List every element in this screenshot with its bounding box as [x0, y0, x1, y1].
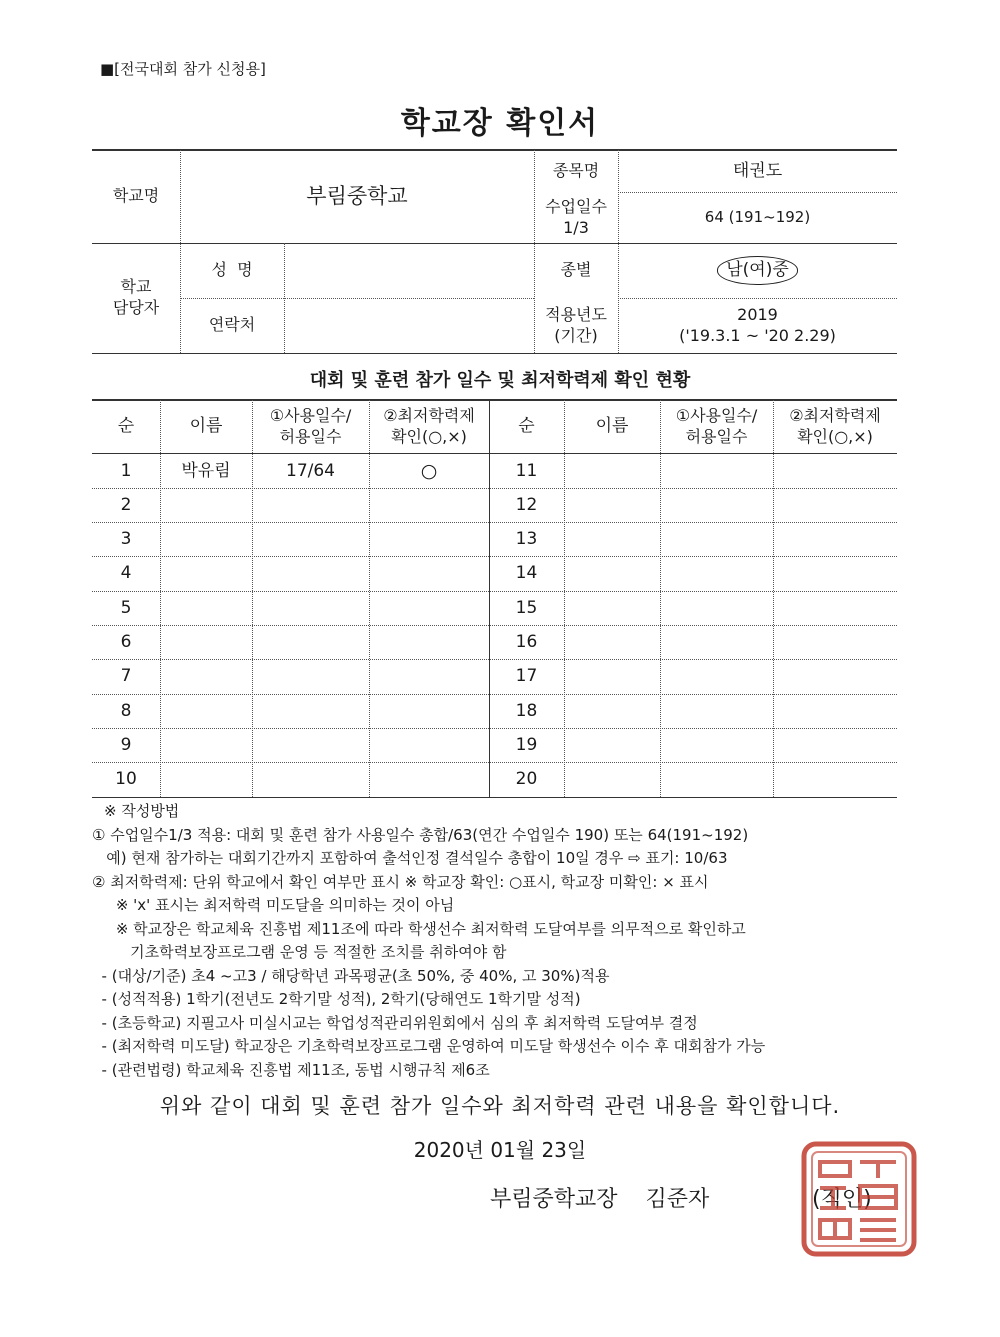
header-days-line1: ①사용일수/: [269, 405, 352, 425]
contact-label-line2: 담당자: [112, 298, 160, 317]
note-line: ※ 'x' 표시는 최저학력 미도달을 의미하는 것이 아님: [92, 896, 455, 914]
row-no: 6: [120, 631, 132, 652]
note-line: - (관련법령) 학교체육 진흥법 제11조, 동법 시행규칙 제6조: [92, 1060, 490, 1079]
contact-label-line1: 학교: [120, 277, 152, 297]
phone-value: [284, 298, 534, 353]
row-no: 20: [515, 769, 538, 790]
seal-mark: (직인): [812, 1187, 872, 1212]
row-no: 13: [515, 528, 538, 549]
row-no: 12: [515, 494, 538, 515]
name-value: [284, 243, 534, 298]
row-no: 5: [120, 597, 132, 618]
note-line: - (대상/기준) 초4 ~고3 / 해당학년 과목평균(초 50%, 중 40%, 고 30%)적용: [92, 966, 610, 985]
row-no: 18: [515, 700, 538, 721]
header-academic-line2: 확인(○,×): [391, 426, 467, 446]
year-period: ('19.3.1 ~ '20 2.29): [679, 325, 836, 345]
note-line: - (초등학교) 지필고사 미실시교는 학업성적관리위원회에서 심의 후 최저학력 도달여부 결정: [92, 1013, 698, 1032]
note-line: ※ 작성방법: [104, 802, 180, 820]
issue-date: 2020년 01월 23일: [413, 1138, 587, 1162]
form-type-tag: ■[전국대회 참가 신청용]: [100, 60, 266, 78]
row-check: ○: [420, 459, 438, 482]
header-name-left: 이름: [189, 416, 223, 437]
sport-label: 종목명: [552, 160, 600, 180]
header-academic-right: [773, 400, 897, 453]
note-line: ① 수업일수1/3 적용: 대회 및 훈련 참가 사용일수 총합/63(연간 수업일수 190) 또는 64(191~192): [92, 825, 749, 844]
days-label-line2: 1/3: [563, 217, 589, 237]
header-no-right: 순: [518, 416, 535, 437]
row-no: 11: [515, 460, 538, 481]
header-academic-left: [369, 400, 489, 453]
principal-signature: 부림중학교장 김준자: [490, 1187, 710, 1212]
school-name: 부림중학교: [306, 183, 408, 208]
document-title: 학교장 확인서: [400, 106, 600, 141]
header-days-left: [252, 400, 369, 453]
row-no: 15: [515, 597, 538, 618]
note-line: 기초학력보장프로그램 운영 등 적절한 조치를 취하여야 함: [92, 943, 507, 961]
days-value: 64 (191~192): [704, 207, 811, 226]
sport-value: 태권도: [732, 160, 783, 181]
row-no: 3: [120, 528, 132, 549]
note-line: 예) 현재 참가하는 대회기간까지 포함하여 출석인정 결석일수 총합이 10일 경우 ⇨ 표기: 10/63: [92, 849, 728, 867]
note-line: - (성적적용) 1학기(전년도 2학기말 성적), 2학기(당해연도 1학기말 성적): [92, 990, 581, 1008]
school-label: 학교명: [112, 186, 160, 206]
contact-label: [92, 243, 180, 353]
note-line: ※ 학교장은 학교체육 진흥법 제11조에 따라 학생선수 최저학력 도달여부를 의무적으로 확인하고: [92, 919, 746, 938]
row-name: 박유림: [181, 460, 231, 481]
row-no: 8: [120, 700, 132, 721]
row-days: 17/64: [286, 460, 335, 481]
confirmation-statement: 위와 같이 대회 및 훈련 참가 일수와 최저학력 관련 내용을 확인합니다.: [159, 1094, 841, 1118]
header-days-right: [660, 400, 773, 453]
row-no: 9: [120, 734, 132, 755]
gender-label: 종별: [560, 260, 592, 280]
note-line: - (최저학력 미도달) 학교장은 기초학력보장프로그램 운영하여 미도달 학생선수 이수 후 대회참가 가능: [92, 1037, 766, 1055]
note-line: ② 최저학력제: 단위 학교에서 확인 여부만 표시 ※ 학교장 확인: ○표시, 학교장 미확인: × 표시: [92, 872, 709, 891]
days-label: [534, 192, 618, 243]
official-seal-icon: [800, 1140, 918, 1258]
header-name-right: 이름: [595, 416, 629, 437]
header-days-line2: 허용일수: [685, 426, 748, 446]
gender-value: 남(여)중: [717, 256, 798, 284]
writing-instructions: [92, 800, 912, 1082]
row-no: 14: [515, 563, 538, 584]
days-label-line1: 수업일수: [545, 196, 607, 216]
row-no: 1: [120, 460, 132, 481]
table-subtitle: 대회 및 훈련 참가 일수 및 최저학력제 확인 현황: [309, 370, 691, 391]
row-no: 2: [120, 494, 132, 515]
header-academic-line1: ②최저학력제: [383, 405, 475, 425]
row-no: 19: [515, 734, 538, 755]
year-number: 2019: [737, 304, 778, 324]
year-label-line1: 적용년도: [545, 304, 607, 324]
header-academic-line1: ②최저학력제: [789, 405, 881, 425]
phone-label: 연락처: [208, 315, 256, 335]
name-label: 성 명: [211, 260, 253, 280]
row-no: 16: [515, 631, 538, 652]
row-no: 4: [120, 563, 132, 584]
header-academic-line2: 확인(○,×): [797, 426, 873, 446]
gender-value-wrap: [618, 243, 897, 298]
header-days-line1: ①사용일수/: [675, 405, 758, 425]
year-label: [534, 298, 618, 353]
year-label-line2: (기간): [554, 325, 598, 345]
row-no: 17: [515, 666, 538, 687]
year-value: [618, 298, 897, 353]
header-days-line2: 허용일수: [279, 426, 342, 446]
header-no-left: 순: [117, 416, 135, 437]
row-no: 10: [115, 769, 137, 790]
row-no: 7: [120, 666, 132, 687]
